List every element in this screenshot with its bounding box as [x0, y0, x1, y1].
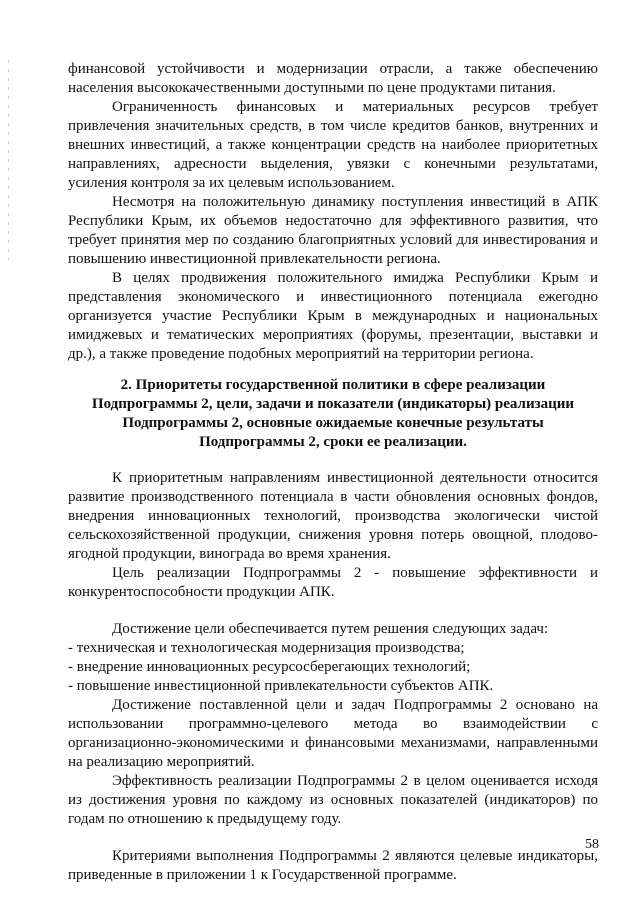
paragraph-basis: Достижение поставленной цели и задач Подпрограммы 2 основано на использовании программно-целевого метода во взаимодействии с организационно-экономическими и финансовыми механизмами, направленными на реализацию мероприятий. [68, 697, 598, 770]
paragraph-priorities: К приоритетным направлениям инвестиционной деятельности относится развитие производственного потенциала в части обновления основных фондов, внедрения инновационных технологий, производства экологически чистой сельскохозяйственной продукции, снижения уровня потерь овощной, плодово-ягодной продукции, винограда во время хранения. [68, 470, 598, 562]
list-item: - техническая и технологическая модернизация производства; [68, 640, 465, 656]
spacer [68, 452, 598, 469]
left-margin-scan-marks [8, 60, 9, 260]
paragraph-efficiency: Эффективность реализации Подпрограммы 2 в целом оценивается исходя из достижения уровня по каждому из основных показателей (индикаторов) по годам по отношению к предыдущему году. [68, 773, 598, 827]
document-body [68, 60, 598, 885]
paragraph-investment-dynamics: Несмотря на положительную динамику поступления инвестиций в АПК Республики Крым, их объемов недостаточно для эффективного развития, что требует принятия мер по созданию благоприятных условий для инвестирования и повышению инвестиционной привлекательности региона. [68, 194, 598, 267]
list-item: - внедрение инновационных ресурсосберегающих технологий; [68, 659, 471, 675]
paragraph-tasks-intro: Достижение цели обеспечивается путем решения следующих задач: [112, 621, 549, 637]
page-number: 58 [585, 837, 599, 852]
paragraph-criteria: Критериями выполнения Подпрограммы 2 являются целевые индикаторы, приведенные в приложении 1 к Государственной программе. [68, 848, 598, 883]
spacer [68, 829, 598, 847]
tasks-list [68, 639, 598, 696]
list-item: - повышение инвестиционной привлекательности субъектов АПК. [68, 678, 494, 694]
paragraph-goal: Цель реализации Подпрограммы 2 - повышение эффективности и конкурентоспособности продукции АПК. [68, 565, 598, 600]
paragraph-region-image: В целях продвижения положительного имиджа Республики Крым и представления экономического и инвестиционного потенциала ежегодно организуется участие Республики Крым в международных и национальных имиджевых и тематических мероприятиях (форумы, презентации, выставки и др.), а также проведение подобных мероприятий на территории региона. [68, 270, 598, 362]
section-heading: 2. Приоритеты государственной политики в сфере реализации Подпрограммы 2, цели, задачи и показатели (индикаторы) реализации Подпрограммы 2, основные ожидаемые конечные результаты Подпрограммы 2, сроки ее реализации. [91, 377, 575, 450]
spacer [68, 602, 598, 620]
paragraph-limited-resources: Ограниченность финансовых и материальных ресурсов требует привлечения значительных средств, в том числе кредитов банков, внутренних и внешних инвестиций, а также концентрации средств на наиболее приоритетных направлениях, адресности выделения, увязки с конечными результатами, усиления контроля за их целевым использованием. [68, 99, 598, 191]
paragraph-continuation: финансовой устойчивости и модернизации отрасли, а также обеспечению населения высококачественными доступными по цене продуктами питания. [68, 61, 598, 96]
